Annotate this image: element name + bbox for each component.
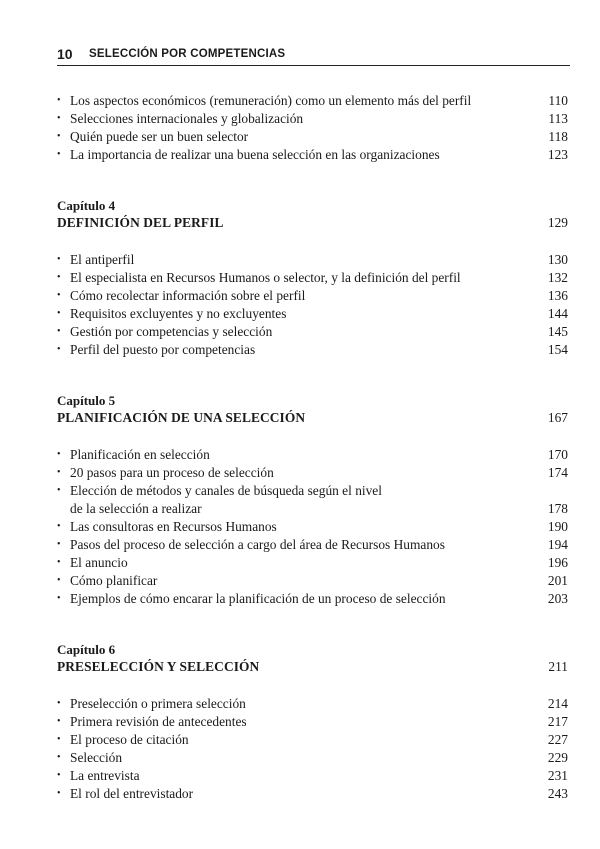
toc-entry-page: 145 bbox=[547, 324, 568, 339]
toc-entry bbox=[57, 767, 568, 785]
toc-entry bbox=[57, 749, 568, 767]
bullet-icon: • bbox=[57, 521, 61, 532]
toc-entry bbox=[57, 464, 568, 482]
toc-entry-text: Las consultoras en Recursos Humanos bbox=[70, 519, 277, 534]
bullet-icon: • bbox=[57, 539, 61, 550]
chapter-page: 211 bbox=[548, 659, 568, 674]
toc-entry bbox=[57, 305, 568, 323]
chapter-heading bbox=[57, 197, 568, 232]
chapter-item-list bbox=[57, 695, 568, 803]
toc-entry bbox=[57, 341, 568, 359]
bullet-icon: • bbox=[57, 131, 61, 142]
chapter-heading bbox=[57, 641, 568, 676]
toc-entry-page: 170 bbox=[547, 447, 568, 462]
intro-item-list bbox=[57, 92, 568, 164]
toc-entry-page: 190 bbox=[547, 519, 568, 534]
toc-entry bbox=[57, 128, 568, 146]
toc-entry-text: Selección bbox=[70, 750, 123, 765]
toc-entry-text: Pasos del proceso de selección a cargo del área de Recursos Humanos bbox=[70, 537, 445, 552]
toc-entry-page: 154 bbox=[547, 342, 568, 357]
toc-entry-page: 118 bbox=[548, 129, 568, 144]
bullet-icon: • bbox=[57, 734, 61, 745]
toc-entry bbox=[57, 323, 568, 341]
toc-entry bbox=[57, 251, 568, 269]
bullet-icon: • bbox=[57, 308, 61, 319]
toc-entry-page: 174 bbox=[547, 465, 568, 480]
toc-entry bbox=[57, 446, 568, 464]
toc-entry-text: El antiperfil bbox=[70, 252, 135, 267]
toc-entry-page: 227 bbox=[547, 732, 568, 747]
bullet-icon: • bbox=[57, 716, 61, 727]
chapter-title: PLANIFICACIÓN DE UNA SELECCIÓN bbox=[57, 410, 306, 425]
bullet-icon: • bbox=[57, 113, 61, 124]
chapter-label: Capítulo 4 bbox=[57, 198, 116, 213]
toc-entry-text: El anuncio bbox=[70, 555, 128, 570]
bullet-icon: • bbox=[57, 272, 61, 283]
toc-entry-text: El rol del entrevistador bbox=[70, 786, 194, 801]
chapter-item-list bbox=[57, 251, 568, 359]
toc-entry-page: 243 bbox=[547, 786, 568, 801]
chapter-title: DEFINICIÓN DEL PERFIL bbox=[57, 215, 224, 230]
toc-entry bbox=[57, 110, 568, 128]
bullet-icon: • bbox=[57, 485, 61, 496]
toc-entry bbox=[57, 287, 568, 305]
toc-entry bbox=[57, 536, 568, 554]
toc-entry-page: 203 bbox=[547, 591, 568, 606]
toc-entry-page: 196 bbox=[547, 555, 568, 570]
toc-entry-text: 20 pasos para un proceso de selección bbox=[70, 465, 274, 480]
bullet-icon: • bbox=[57, 698, 61, 709]
toc-entry-text: Cómo recolectar información sobre el perfil bbox=[70, 288, 306, 303]
bullet-icon: • bbox=[57, 788, 61, 799]
toc-entry-text: Perfil del puesto por competencias bbox=[70, 342, 256, 357]
toc-entry-text: Cómo planificar bbox=[70, 573, 158, 588]
bullet-icon: • bbox=[57, 752, 61, 763]
chapter-item-list bbox=[57, 446, 568, 608]
toc-entry bbox=[57, 590, 568, 608]
toc-entry-page: 214 bbox=[547, 696, 568, 711]
toc-entry-page: 217 bbox=[547, 714, 568, 729]
toc-entry-text: Primera revisión de antecedentes bbox=[70, 714, 247, 729]
toc-entry-page: 194 bbox=[547, 537, 568, 552]
bullet-icon: • bbox=[57, 467, 61, 478]
toc-entry-page: 178 bbox=[547, 501, 568, 516]
running-header bbox=[57, 44, 570, 66]
toc-entry-text: Planificación en selección bbox=[70, 447, 210, 462]
toc-entry bbox=[57, 785, 568, 803]
toc-entry-page: 144 bbox=[547, 306, 568, 321]
toc-entry-text: El proceso de citación bbox=[70, 732, 189, 747]
bullet-icon: • bbox=[57, 557, 61, 568]
bullet-icon: • bbox=[57, 593, 61, 604]
toc-entry-text: Los aspectos económicos (remuneración) como un elemento más del perfil bbox=[70, 93, 472, 108]
bullet-icon: • bbox=[57, 575, 61, 586]
toc-entry-text-continued: de la selección a realizar bbox=[70, 501, 202, 516]
toc-entry-text: Gestión por competencias y selección bbox=[70, 324, 273, 339]
header-rule bbox=[57, 65, 570, 66]
chapter-label: Capítulo 6 bbox=[57, 642, 116, 657]
toc-entry-page: 130 bbox=[547, 252, 568, 267]
toc-entry bbox=[57, 482, 568, 518]
toc-entry-page: 110 bbox=[548, 93, 568, 108]
toc-entry bbox=[57, 713, 568, 731]
bullet-icon: • bbox=[57, 290, 61, 301]
toc-entry-text: Elección de métodos y canales de búsqueda según el nivel bbox=[70, 483, 382, 498]
toc-entry bbox=[57, 731, 568, 749]
chapter-list bbox=[57, 197, 568, 803]
bullet-icon: • bbox=[57, 95, 61, 106]
toc-entry-text: Quién puede ser un buen selector bbox=[70, 129, 249, 144]
running-title: SELECCIÓN POR COMPETENCIAS bbox=[89, 48, 286, 60]
toc-entry-page: 113 bbox=[548, 111, 568, 126]
toc-entry bbox=[57, 146, 568, 164]
toc-entry-page: 136 bbox=[547, 288, 568, 303]
toc-entry-text: Ejemplos de cómo encarar la planificación de un proceso de selección bbox=[70, 591, 446, 606]
toc-entry-text: Preselección o primera selección bbox=[70, 696, 246, 711]
table-of-contents bbox=[57, 92, 568, 803]
bullet-icon: • bbox=[57, 326, 61, 337]
toc-entry bbox=[57, 518, 568, 536]
toc-entry-page: 132 bbox=[547, 270, 568, 285]
bullet-icon: • bbox=[57, 149, 61, 160]
bullet-icon: • bbox=[57, 449, 61, 460]
toc-entry-text: La entrevista bbox=[70, 768, 140, 783]
page-number: 10 bbox=[57, 46, 73, 62]
chapter-label: Capítulo 5 bbox=[57, 393, 116, 408]
toc-entry bbox=[57, 554, 568, 572]
toc-entry-text: La importancia de realizar una buena selección en las organizaciones bbox=[70, 147, 440, 162]
chapter-heading bbox=[57, 392, 568, 427]
bullet-icon: • bbox=[57, 344, 61, 355]
chapter-page: 167 bbox=[547, 410, 568, 425]
bullet-icon: • bbox=[57, 254, 61, 265]
toc-entry bbox=[57, 269, 568, 287]
toc-entry bbox=[57, 92, 568, 110]
toc-entry-text: Requisitos excluyentes y no excluyentes bbox=[70, 306, 287, 321]
chapter-page: 129 bbox=[547, 215, 568, 230]
toc-entry-page: 231 bbox=[547, 768, 568, 783]
toc-entry-text: El especialista en Recursos Humanos o selector, y la definición del perfil bbox=[70, 270, 461, 285]
toc-entry bbox=[57, 695, 568, 713]
chapter-title: PRESELECCIÓN Y SELECCIÓN bbox=[57, 659, 260, 674]
toc-entry-page: 229 bbox=[547, 750, 568, 765]
toc-entry-page: 201 bbox=[547, 573, 568, 588]
bullet-icon: • bbox=[57, 770, 61, 781]
toc-entry-page: 123 bbox=[547, 147, 568, 162]
toc-entry-text: Selecciones internacionales y globalización bbox=[70, 111, 304, 126]
toc-entry bbox=[57, 572, 568, 590]
